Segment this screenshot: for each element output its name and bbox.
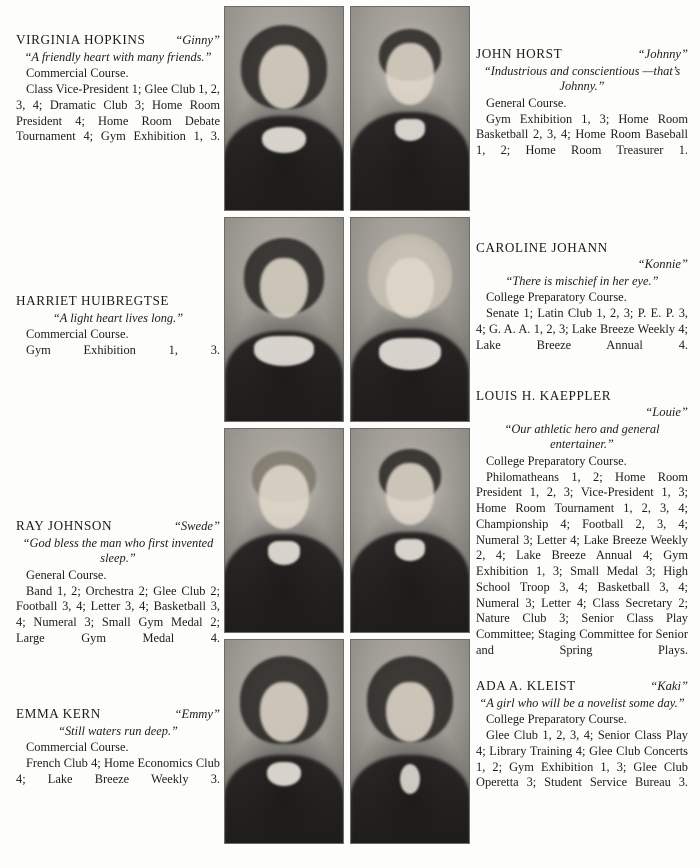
student-course: College Preparatory Course.	[486, 290, 627, 305]
student-activities: Band 1, 2; Orchestra 2; Glee Club 2; Football 3, 4; Letter 3, 4; Basketball 3, 4; Numeral 3; Small Gym Medal 2; Large Gym Medal 4.	[16, 583, 220, 645]
photo-row	[224, 428, 470, 633]
student-name: EMMA KERN	[16, 706, 101, 721]
name-row	[16, 293, 220, 310]
photo-louis-kaeppler	[350, 428, 470, 633]
student-nickname: “Konnie”	[637, 256, 688, 271]
name-row	[476, 388, 688, 421]
photo-row	[224, 639, 470, 844]
student-quote: “Industrious and conscientious —that’s Johnny.”	[483, 63, 681, 94]
entry-john-horst	[476, 46, 688, 175]
student-nickname: “Louie”	[645, 404, 688, 419]
photo-virginia-hopkins	[224, 6, 344, 211]
student-name: ADA A. KLEIST	[476, 678, 576, 693]
name-row	[476, 678, 688, 695]
student-activities: French Club 4; Home Economics Club 4; Lake Breeze Weekly 3.	[16, 756, 220, 786]
photo-row	[224, 6, 470, 211]
student-activities: Senate 1; Latin Club 1, 2, 3; P. E. P. 3, 4; G. A. A. 1, 2, 3; Lake Breeze Weekly 4; Lake Breeze Annual 4.	[476, 306, 688, 352]
photo-emma-kern	[224, 639, 344, 844]
student-quote: “Still waters run deep.”	[58, 723, 178, 738]
student-course: General Course.	[486, 95, 567, 110]
entry-caroline-johann	[476, 240, 688, 369]
student-quote: “A girl who will be a novelist some day.”	[479, 695, 685, 710]
student-course: Commercial Course.	[26, 66, 129, 81]
student-quote: “Our athletic hero and general entertainer.”	[504, 421, 660, 452]
entry-louis-kaeppler	[476, 388, 688, 674]
photo-caroline-johann	[350, 217, 470, 422]
student-nickname: “Swede”	[173, 519, 220, 533]
student-activities: Gym Exhibition 1, 3.	[26, 343, 220, 358]
student-course: College Preparatory Course.	[486, 453, 627, 468]
student-name: RAY JOHNSON	[16, 518, 113, 533]
entry-ada-kleist	[476, 678, 688, 807]
photo-harriet-huibregtse	[224, 217, 344, 422]
student-nickname: “Ginny”	[175, 33, 220, 47]
entry-ray-johnson	[16, 518, 220, 662]
entry-emma-kern	[16, 706, 220, 803]
photo-ada-kleist	[350, 639, 470, 844]
student-nickname: “Emmy”	[174, 707, 220, 721]
student-course: Commercial Course.	[26, 327, 129, 342]
student-quote: “A light heart lives long.”	[52, 310, 184, 325]
photo-ray-johnson	[224, 428, 344, 633]
student-activities: Philomatheans 1, 2; Home Room President 1, 2, 3; Vice-President 1, 3; Home Room Tournament 1, 2, 3, 4; Championship 4; Football 2, 3, 4; Numeral 3; Letter 4; Lake Breeze Weekly 2, 4; Lake Breeze Annual 4; Gym Exhibition 1, 3; Small Medal 3; High School Troop 3, 4; Basketball 3, 4; Numeral 3; Letter 4; Class Secretary 2; Nature Club 3; Senior Class Play Committee; Staging Committee for Senior and Spring Plays.	[476, 469, 688, 657]
photo-row	[224, 217, 470, 422]
name-row	[476, 240, 688, 273]
student-name: VIRGINIA HOPKINS	[16, 32, 146, 47]
student-nickname: “Johnny”	[637, 47, 688, 61]
student-quote: “There is mischief in her eye.”	[505, 273, 659, 288]
name-row	[16, 518, 220, 535]
student-course: Commercial Course.	[26, 740, 129, 755]
student-course: College Preparatory Course.	[486, 712, 627, 727]
student-activities: Class Vice-President 1; Glee Club 1, 2, 3, 4; Dramatic Club 3; Home Room President 4; Home Room Debate Tournament 4; Gym Exhibition 1, 3.	[16, 82, 220, 144]
student-nickname: “Kaki”	[650, 679, 688, 693]
student-name: CAROLINE JOHANN	[476, 240, 608, 255]
student-activities: Glee Club 1, 2, 3, 4; Senior Class Play 4; Library Training 4; Glee Club Concerts 1, 2; Gym Exhibition 1, 3; Glee Club Operetta 3; Student Service Bureau 3.	[476, 728, 688, 790]
name-row	[16, 32, 220, 49]
student-name: HARRIET HUIBREGTSE	[16, 293, 170, 308]
student-name: JOHN HORST	[476, 46, 563, 61]
student-activities: Gym Exhibition 1, 3; Home Room Basketball 2, 3, 4; Home Room Baseball 1, 2; Home Room Treasurer 1.	[476, 111, 688, 158]
portrait-photo-grid	[224, 6, 470, 850]
entry-harriet-huibregtse	[16, 293, 220, 375]
student-course: General Course.	[26, 567, 107, 582]
student-quote: “God bless the man who first invented sleep.”	[22, 535, 214, 566]
entry-virginia-hopkins	[16, 32, 220, 161]
photo-john-horst	[350, 6, 470, 211]
name-row	[16, 706, 220, 723]
student-quote: “A friendly heart with many friends.”	[24, 49, 212, 64]
student-name: LOUIS H. KAEPPLER	[476, 388, 612, 403]
name-row	[476, 46, 688, 63]
